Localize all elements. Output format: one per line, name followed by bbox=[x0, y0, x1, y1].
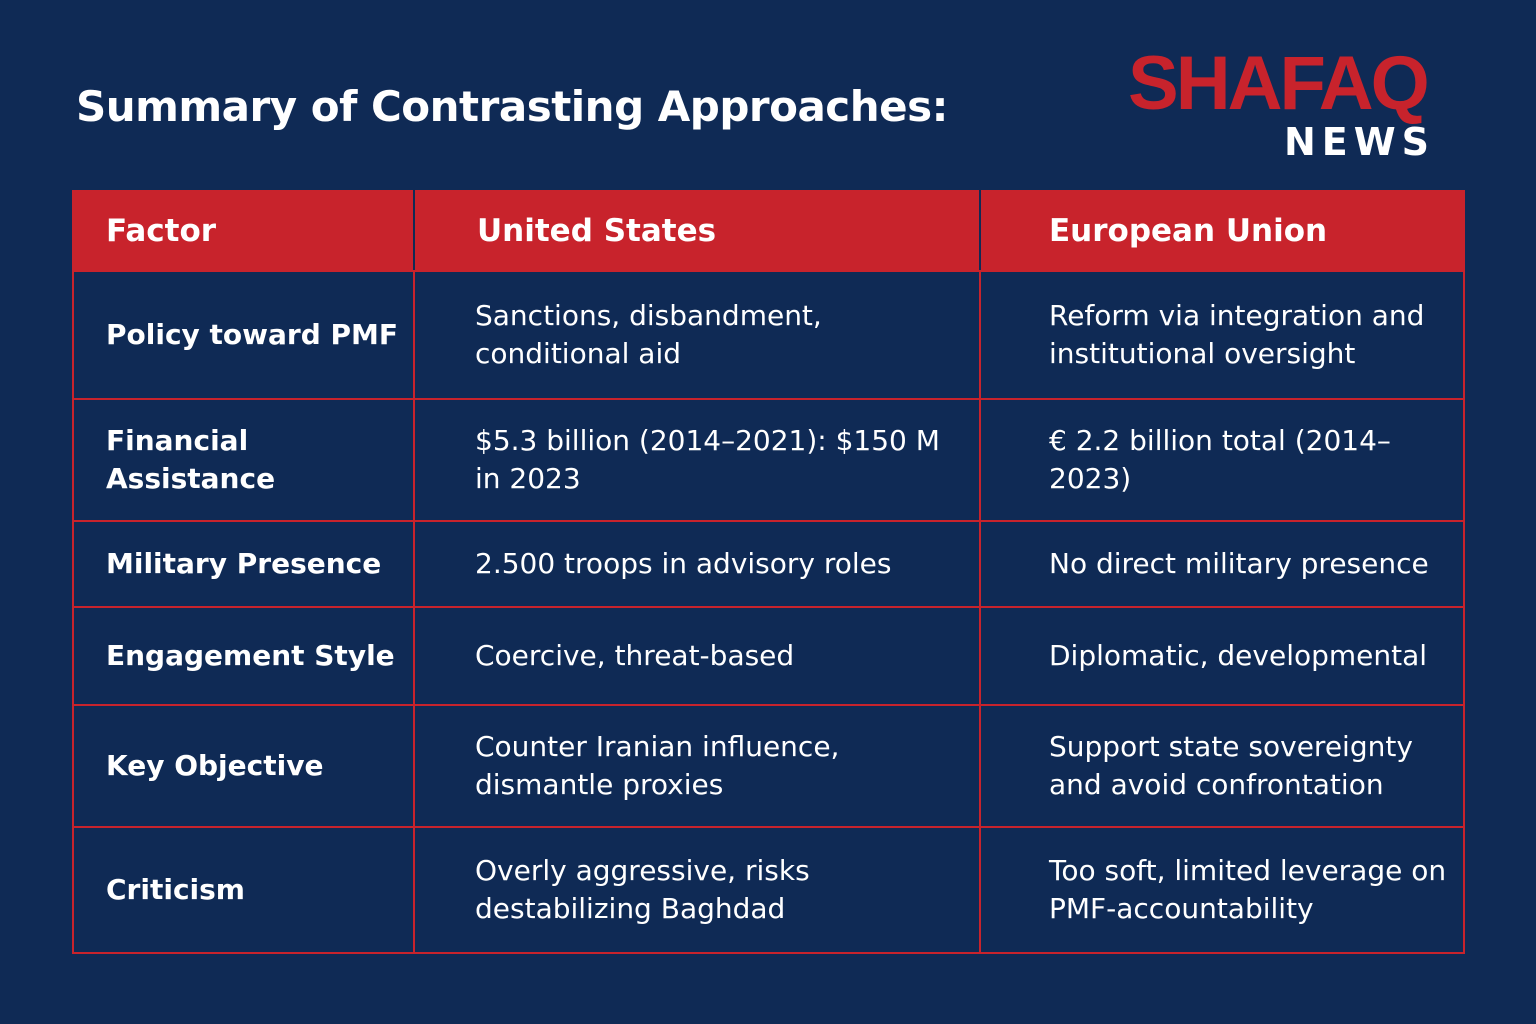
eu-cell: Diplomatic, developmental bbox=[980, 607, 1464, 705]
eu-cell: Support state sovereignty and avoid confrontation bbox=[980, 705, 1464, 827]
table-row bbox=[73, 399, 1464, 521]
factor-cell: Engagement Style bbox=[73, 607, 414, 705]
table-row bbox=[73, 827, 1464, 953]
header-factor: Factor bbox=[73, 191, 414, 271]
factor-cell: Financial Assistance bbox=[73, 399, 414, 521]
us-cell: Overly aggressive, risks destabilizing Baghdad bbox=[414, 827, 980, 953]
us-cell: 2.500 troops in advisory roles bbox=[414, 521, 980, 607]
table-header-row bbox=[73, 191, 1464, 271]
factor-cell: Key Objective bbox=[73, 705, 414, 827]
factor-cell: Policy toward PMF bbox=[73, 271, 414, 399]
eu-cell: Too soft, limited leverage on PMF-accountability bbox=[980, 827, 1464, 953]
shafaq-news-logo bbox=[1122, 41, 1442, 168]
header-european-union: European Union bbox=[980, 191, 1464, 271]
factor-cell: Military Presence bbox=[73, 521, 414, 607]
us-cell: Counter Iranian influence, dismantle proxies bbox=[414, 705, 980, 827]
table-row bbox=[73, 521, 1464, 607]
us-cell: $5.3 billion (2014–2021): $150 M in 2023 bbox=[414, 399, 980, 521]
table-row bbox=[73, 607, 1464, 705]
logo-sub-text: NEWS bbox=[1284, 120, 1436, 164]
us-cell: Sanctions, disbandment, conditional aid bbox=[414, 271, 980, 399]
header-united-states: United States bbox=[414, 191, 980, 271]
eu-cell: No direct military presence bbox=[980, 521, 1464, 607]
us-cell: Coercive, threat-based bbox=[414, 607, 980, 705]
table-row bbox=[73, 705, 1464, 827]
table-row bbox=[73, 271, 1464, 399]
eu-cell: € 2.2 billion total (2014–2023) bbox=[980, 399, 1464, 521]
comparison-table bbox=[72, 190, 1465, 954]
factor-cell: Criticism bbox=[73, 827, 414, 953]
eu-cell: Reform via integration and institutional oversight bbox=[980, 271, 1464, 399]
logo-main-text: SHAFAQ bbox=[1128, 41, 1427, 126]
page-title: Summary of Contrasting Approaches: bbox=[76, 82, 948, 131]
